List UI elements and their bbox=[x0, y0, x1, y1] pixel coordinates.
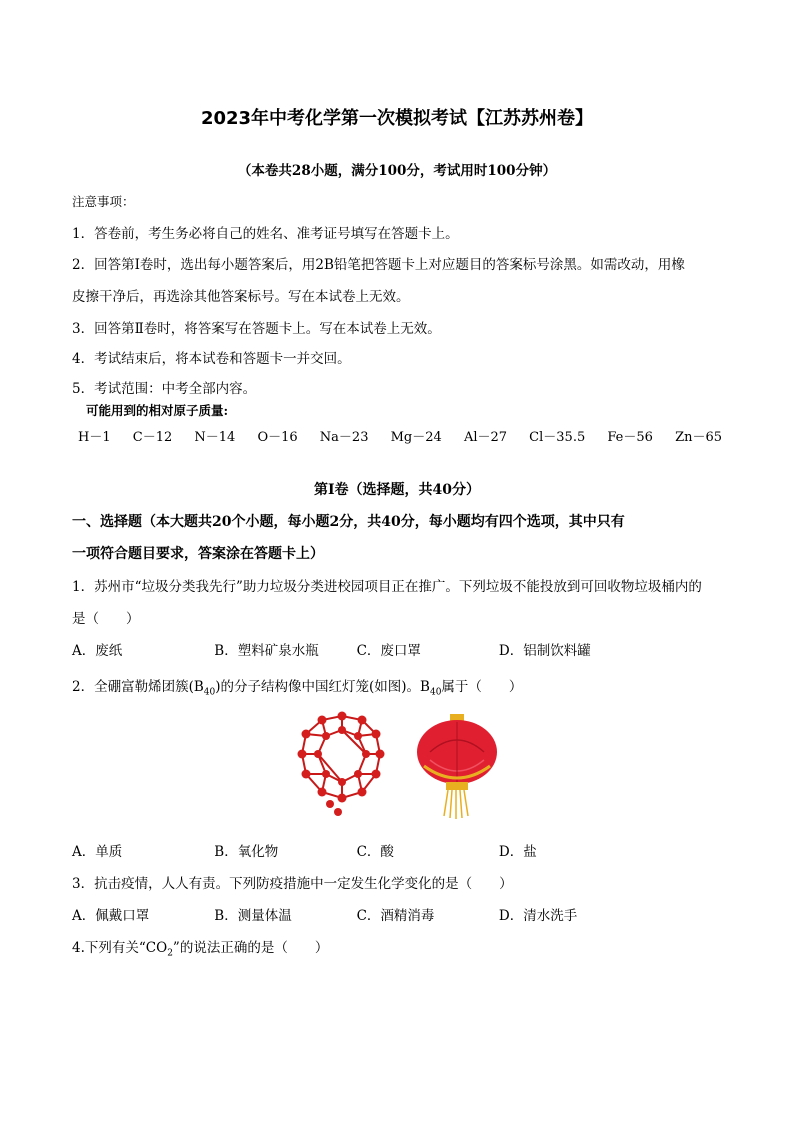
q2-suffix: 属于（ ） bbox=[441, 679, 523, 695]
question-2-stem bbox=[72, 675, 522, 698]
q2-formula-sub: 40 bbox=[203, 687, 216, 698]
q4-prefix: 4.下列有关“CO bbox=[72, 940, 168, 956]
option-c: C．酒精消毒 bbox=[356, 908, 435, 924]
atomic-mass: Mg－24 bbox=[390, 430, 442, 445]
option-b: B．测量体温 bbox=[214, 908, 292, 924]
part-heading: 一、选择题（本大题共20个小题，每小题2分，共40分，每小题均有四个选项，其中只有 bbox=[72, 514, 625, 530]
question-2-options bbox=[72, 840, 637, 860]
atomic-mass: Zn－65 bbox=[675, 430, 723, 445]
question-1-stem: 1．苏州市“垃圾分类我先行”助力垃圾分类进校园项目正在推广。下列垃圾不能投放到可回收物垃圾桶内的 bbox=[72, 579, 702, 595]
q2-formula: B bbox=[193, 679, 204, 695]
b40-molecule-illustration bbox=[298, 712, 385, 817]
option-b: B．氧化物 bbox=[214, 844, 279, 860]
option-d: D．铝制饮料罐 bbox=[498, 643, 591, 659]
question-1-options bbox=[72, 639, 637, 659]
b40-lantern-figure bbox=[290, 708, 520, 820]
page-title: 2023年中考化学第一次模拟考试【江苏苏州卷】 bbox=[200, 108, 594, 129]
option-c: C．酸 bbox=[356, 844, 394, 860]
notice-item: 5．考试范围：中考全部内容。 bbox=[72, 381, 257, 397]
option-b: B．塑料矿泉水瓶 bbox=[214, 643, 319, 659]
option-a: A．单质 bbox=[72, 844, 123, 860]
atomic-mass: H－1 bbox=[78, 430, 111, 445]
option-d: D．清水洗手 bbox=[498, 908, 578, 924]
question-3-options bbox=[72, 904, 637, 924]
section-title: 第Ⅰ卷（选择题，共40分） bbox=[313, 482, 481, 498]
question-3-stem: 3．抗击疫情，人人有责。下列防疫措施中一定发生化学变化的是（ ） bbox=[72, 876, 513, 892]
notice-item: 2．回答第Ⅰ卷时，选出每小题答案后，用2B铅笔把答题卡上对应题目的答案标号涂黑。如需改动，用橡 bbox=[72, 257, 685, 273]
option-c: C．废口罩 bbox=[356, 643, 421, 659]
question-1-stem: 是（ ） bbox=[72, 611, 140, 627]
atomic-mass-heading: 可能用到的相对原子质量: bbox=[86, 403, 229, 418]
option-d: D．盐 bbox=[498, 844, 537, 860]
q2-middle: )的分子结构像中国红灯笼(如图)。 bbox=[215, 679, 421, 695]
page-subtitle: （本卷共28小题，满分100分，考试用时100分钟） bbox=[237, 163, 557, 179]
atomic-mass: Na－23 bbox=[319, 430, 369, 445]
atomic-mass: C－12 bbox=[132, 430, 173, 445]
notice-item: 皮擦干净后，再选涂其他答案标号。写在本试卷上无效。 bbox=[72, 289, 410, 305]
red-lantern-illustration bbox=[417, 714, 497, 819]
q2-formula-sub: 40 bbox=[429, 687, 442, 698]
q4-formula-sub: 2 bbox=[167, 948, 173, 959]
q2-formula: B bbox=[420, 679, 430, 695]
atomic-mass-list bbox=[78, 426, 740, 445]
q2-prefix: 2．全硼富勒烯团簇( bbox=[72, 679, 194, 695]
part-heading: 一项符合题目要求，答案涂在答题卡上） bbox=[72, 546, 324, 562]
atomic-mass: N－14 bbox=[194, 430, 236, 445]
notice-item: 4．考试结束后，将本试卷和答题卡一并交回。 bbox=[72, 351, 351, 367]
atomic-mass: Fe－56 bbox=[607, 430, 653, 445]
notice-item: 3．回答第Ⅱ卷时，将答案写在答题卡上。写在本试卷上无效。 bbox=[72, 321, 441, 337]
atomic-mass: Al－27 bbox=[463, 430, 508, 445]
option-a: A．佩戴口罩 bbox=[72, 908, 150, 924]
atomic-mass: O－16 bbox=[257, 430, 298, 445]
notice-heading: 注意事项： bbox=[72, 194, 135, 209]
option-a: A．废纸 bbox=[72, 643, 123, 659]
notice-item: 1．答卷前，考生务必将自己的姓名、准考证号填写在答题卡上。 bbox=[72, 226, 459, 242]
q4-suffix: ”的说法正确的是（ ） bbox=[172, 940, 329, 956]
question-4-stem bbox=[72, 936, 328, 959]
atomic-mass: Cl－35.5 bbox=[529, 430, 586, 445]
